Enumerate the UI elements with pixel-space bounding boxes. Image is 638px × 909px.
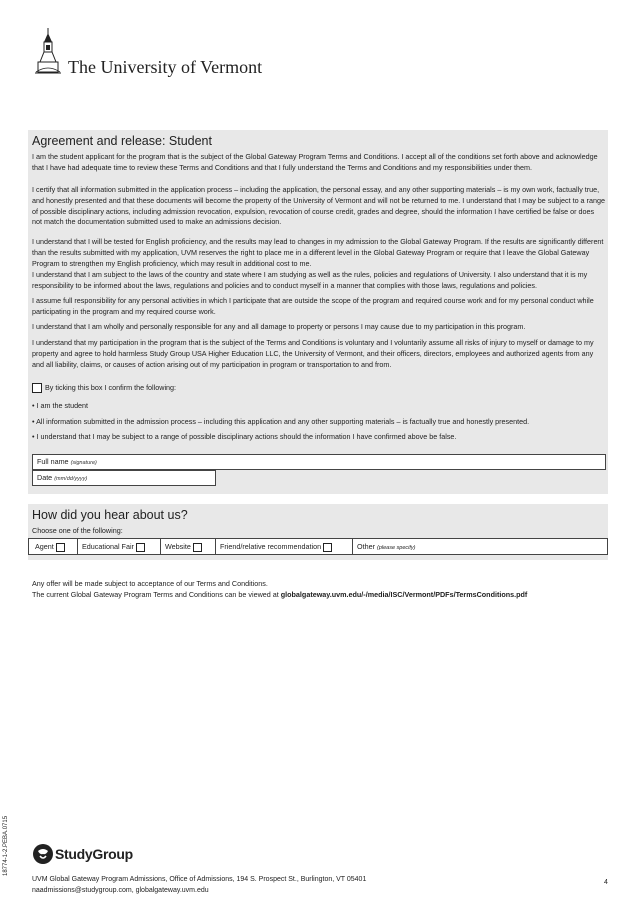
agreement-paragraph-5: I assume full responsibility for any personal activities in which I participate that are outside the scope of the program and required course work and for my personal conduct while participating in the program and my required course work. [32, 296, 594, 316]
option-label: Friend/relative recommendation [220, 542, 322, 551]
option-label: Educational Fair [82, 542, 134, 551]
page-number: 4 [604, 879, 608, 886]
hear-about-us-section [28, 504, 608, 560]
agreement-paragraph-1: I am the student applicant for the program that is the subject of the Global Gateway Program Terms and Conditions. I accept all of the conditions set forth above and acknowledge that I have had adequate time to review these Terms and Conditions and that I fully understand the Terms and Conditions and my responsibilities under them. [32, 152, 598, 172]
option-hint: (please specify) [376, 545, 416, 551]
terms-link[interactable]: globalgateway.uvm.edu/-/media/ISC/Vermont/PDFs/TermsConditions.pdf [280, 590, 528, 599]
full-name-hint: (signature) [70, 460, 97, 466]
option-other[interactable] [357, 539, 416, 554]
option-checkbox[interactable] [323, 543, 332, 552]
studygroup-logo-icon [32, 843, 54, 865]
offer-line-2 [32, 589, 527, 600]
confirm-checkbox[interactable] [32, 383, 42, 393]
full-name-field[interactable] [32, 454, 606, 470]
hear-options-row [28, 538, 608, 555]
university-name: The University of Vermont [68, 57, 263, 77]
footer-email: naadmissions@studygroup.com, globalgateway.uvm.edu [32, 887, 209, 894]
option-friend-recommendation[interactable] [220, 539, 332, 554]
hear-subtitle: Choose one of the following: [32, 526, 123, 535]
option-educational-fair[interactable] [82, 539, 145, 554]
full-name-label: Full name [37, 457, 69, 466]
hear-title: How did you hear about us? [32, 508, 188, 522]
studygroup-brand: StudyGroup [55, 846, 133, 862]
footer-contact [32, 874, 366, 896]
footer-address: UVM Global Gateway Program Admissions, Office of Admissions, 194 S. Prospect St., Burlington, VT 05401 [32, 876, 367, 883]
bullet-item: • All information submitted in the admission process – including this application and any other supporting materials – is factually true and honestly presented. [32, 417, 530, 426]
tower-icon [34, 28, 62, 74]
agreement-paragraph-2: I certify that all information submitted in the application process – including the application, the personal essay, and any other supporting materials – is my own work, factually true, and honestly presented and that these documents will become the property of the University of Vermont and will not be returned to me. I understand that I may be subject to a range of possible disciplinary actions, including admission revocation, expulsion, revocation of course credit, grades and degree, should the information I have certified be false or does not match the documentation submitted used to make an admissions decision. [32, 185, 605, 227]
offer-notice [32, 578, 527, 600]
agreement-section [28, 130, 608, 494]
date-hint: (mm/dd/yyyy) [54, 476, 88, 482]
agreement-paragraph-6: I understand that I am wholly and personally responsible for any and all damage to property or persons I may cause due to my participation in this program. [32, 322, 526, 331]
option-agent[interactable] [35, 539, 65, 554]
agreement-paragraph-7: I understand that my participation in the program that is the subject of the Terms and Conditions is voluntary and I voluntarily assume all risks of injury to myself or damage to my property and agree to hold harmless Study Group USA Higher Education LLC, the University of Vermont, and their officers, directors, employees and authorized agents from any and all liability, claims, or causes of action arising out of my participation in program or transportation to and from. [32, 338, 594, 369]
option-checkbox[interactable] [193, 543, 202, 552]
option-label: Other [357, 542, 375, 551]
agreement-title: Agreement and release: Student [32, 134, 212, 148]
agreement-paragraph-4: I understand that I am subject to the laws of the country and state where I am studying as well as the rules, policies and regulations of University. I also understand that it is my responsibility to be informed about the laws, regulations and policies and to conduct myself in a manner that complies with those laws, regulations and policies. [32, 270, 588, 290]
bullet-item: • I understand that I may be subject to a range of possible disciplinary actions should the information I have confirmed above be false. [32, 432, 457, 441]
option-label: Agent [35, 542, 54, 551]
offer-line-2-prefix: The current Global Gateway Program Terms and Conditions can be viewed at [32, 590, 281, 599]
option-website[interactable] [165, 539, 202, 554]
offer-line-1: Any offer will be made subject to acceptance of our Terms and Conditions. [32, 579, 268, 588]
confirm-label: By ticking this box I confirm the following: [45, 383, 177, 392]
option-checkbox[interactable] [56, 543, 65, 552]
document-code: 18774-1-2.PEBA.0715 [3, 815, 9, 876]
option-label: Website [165, 542, 191, 551]
date-field[interactable] [32, 470, 216, 486]
date-label: Date [37, 473, 53, 482]
bullet-item: • I am the student [32, 401, 89, 410]
option-checkbox[interactable] [136, 543, 145, 552]
uvm-logo [34, 28, 263, 80]
agreement-paragraph-3: I understand that I will be tested for English proficiency, and the results may lead to changes in my admission to the Global Gateway Program. If the results are significantly different than the results submitted with my application, UVM reserves the right to place me in a different level in the Global Gateway Program or require that I leave the Global Gateway Program to strengthen my English proficiency, which may result in additional cost to me. [32, 237, 604, 268]
